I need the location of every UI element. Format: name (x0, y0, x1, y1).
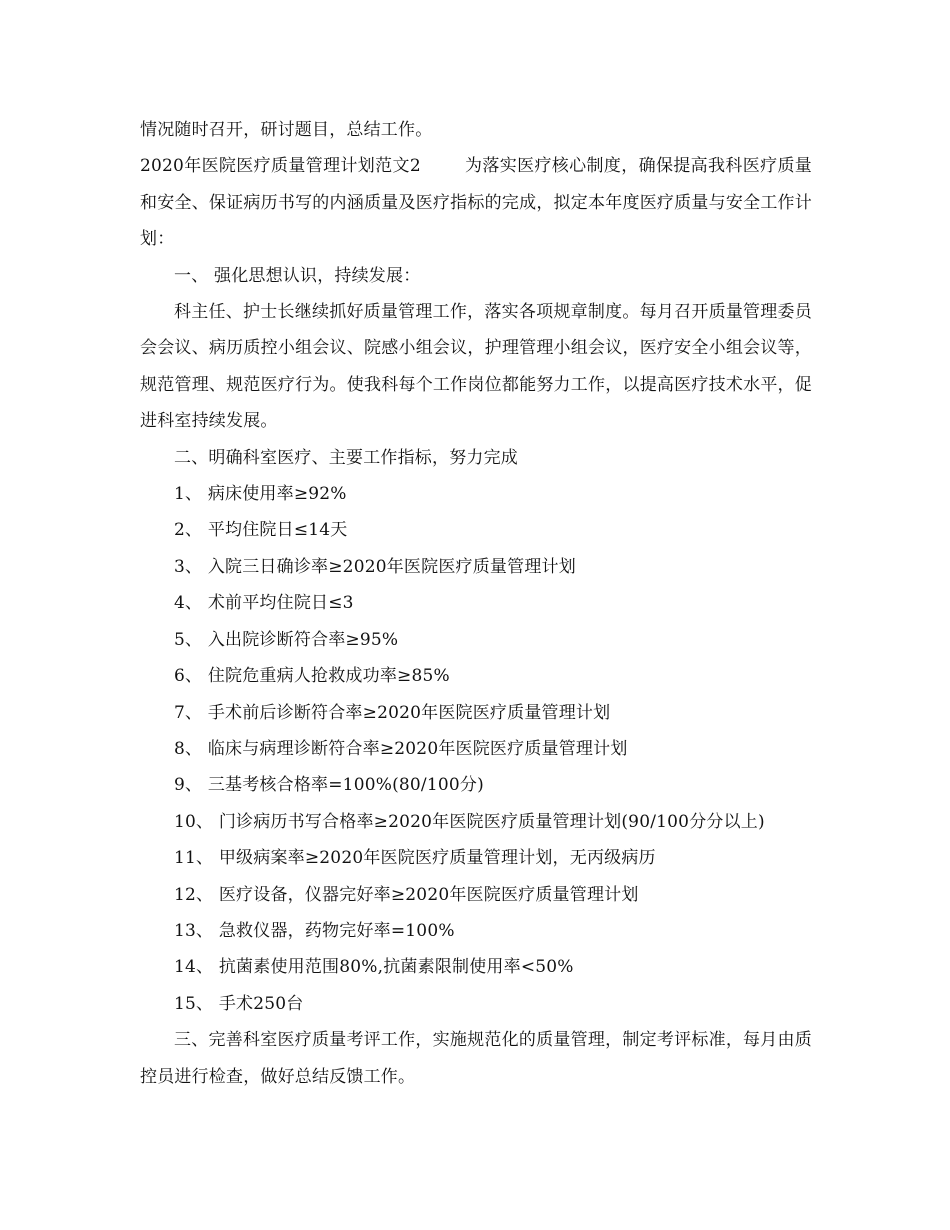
list-item (140, 877, 812, 913)
list-item (140, 476, 812, 512)
list-item-number: 1、 (174, 484, 203, 505)
heading-2: 二、明确科室医疗、主要工作指标，努力完成 (174, 447, 518, 468)
section-title: 2020年医院医疗质量管理计划范文2 (140, 156, 421, 177)
list-item (140, 658, 812, 694)
document-page (140, 112, 812, 1095)
list-item-number: 14、 (174, 957, 214, 978)
list-item-text: 平均住院日≤14天 (207, 520, 348, 541)
list-item-number: 7、 (174, 702, 203, 723)
section-intro-paragraph (140, 148, 812, 257)
list-item (140, 695, 812, 731)
list-item-number: 3、 (174, 556, 203, 577)
indicator-list (140, 476, 812, 1022)
list-item (140, 840, 812, 876)
list-item (140, 913, 812, 949)
list-item-text: 医疗设备，仪器完好率≥2020年医院医疗质量管理计划 (218, 884, 639, 905)
list-item-text: 术前平均住院日≤3 (207, 593, 354, 614)
list-item-number: 8、 (174, 738, 203, 759)
list-item (140, 622, 812, 658)
opening-line: 情况随时召开，研讨题目，总结工作。 (140, 120, 433, 140)
list-item (140, 512, 812, 548)
list-item-text: 病床使用率≥92% (207, 484, 347, 505)
list-item-text: 急救仪器，药物完好率=100% (218, 920, 455, 941)
list-item (140, 767, 812, 803)
list-item-text: 手术前后诊断符合率≥2020年医院医疗质量管理计划 (207, 702, 611, 723)
heading-1: 一、 强化思想认识，持续发展： (174, 265, 421, 286)
list-item-number: 9、 (174, 775, 203, 796)
paragraph-1: 科主任、护士长继续抓好质量管理工作，落实各项规章制度。每月召开质量管理委员会会议、病历质控小组会议、院感小组会议，护理管理小组会议，医疗安全小组会议等，规范管理、规范医疗行为。使我科每个工作岗位都能努力工作，以提高医疗技术水平，促进科室持续发展。 (140, 302, 812, 432)
list-item-number: 5、 (174, 629, 203, 650)
list-item (140, 731, 812, 767)
list-item (140, 585, 812, 621)
list-item-number: 2、 (174, 520, 203, 541)
list-item-text: 入院三日确诊率≥2020年医院医疗质量管理计划 (207, 556, 576, 577)
list-item-text: 三基考核合格率=100%(80/100分) (207, 775, 484, 796)
list-item-text: 入出院诊断符合率≥95% (207, 629, 399, 650)
list-item-number: 6、 (174, 666, 203, 687)
list-item (140, 804, 812, 840)
list-item-text: 抗菌素使用范围80%,抗菌素限制使用率<50% (218, 957, 574, 978)
list-item-number: 15、 (174, 993, 214, 1014)
heading-3-paragraph: 三、完善科室医疗质量考评工作，实施规范化的质量管理，制定考评标准，每月由质控员进行检查，做好总结反馈工作。 (140, 1030, 812, 1087)
list-item-text: 临床与病理诊断符合率≥2020年医院医疗质量管理计划 (207, 738, 628, 759)
intro-text: 为落实医疗核心制度，确保提高我科医疗质量和安全、保证病历书写的内涵质量及医疗指标的完成，拟定本年度医疗质量与安全工作计划： (140, 156, 812, 250)
list-item-text: 门诊病历书写合格率≥2020年医院医疗质量管理计划(90/100分分以上) (218, 811, 765, 832)
list-item-number: 4、 (174, 593, 203, 614)
list-item-text: 手术250台 (218, 993, 304, 1014)
list-item-text: 甲级病案率≥2020年医院医疗质量管理计划，无丙级病历 (218, 848, 656, 869)
list-item (140, 549, 812, 585)
list-item-number: 11、 (174, 848, 214, 869)
list-item-number: 12、 (174, 884, 214, 905)
list-item-number: 10、 (174, 811, 214, 832)
list-item (140, 986, 812, 1022)
list-item-text: 住院危重病人抢救成功率≥85% (207, 666, 450, 687)
list-item-number: 13、 (174, 920, 214, 941)
list-item (140, 949, 812, 985)
